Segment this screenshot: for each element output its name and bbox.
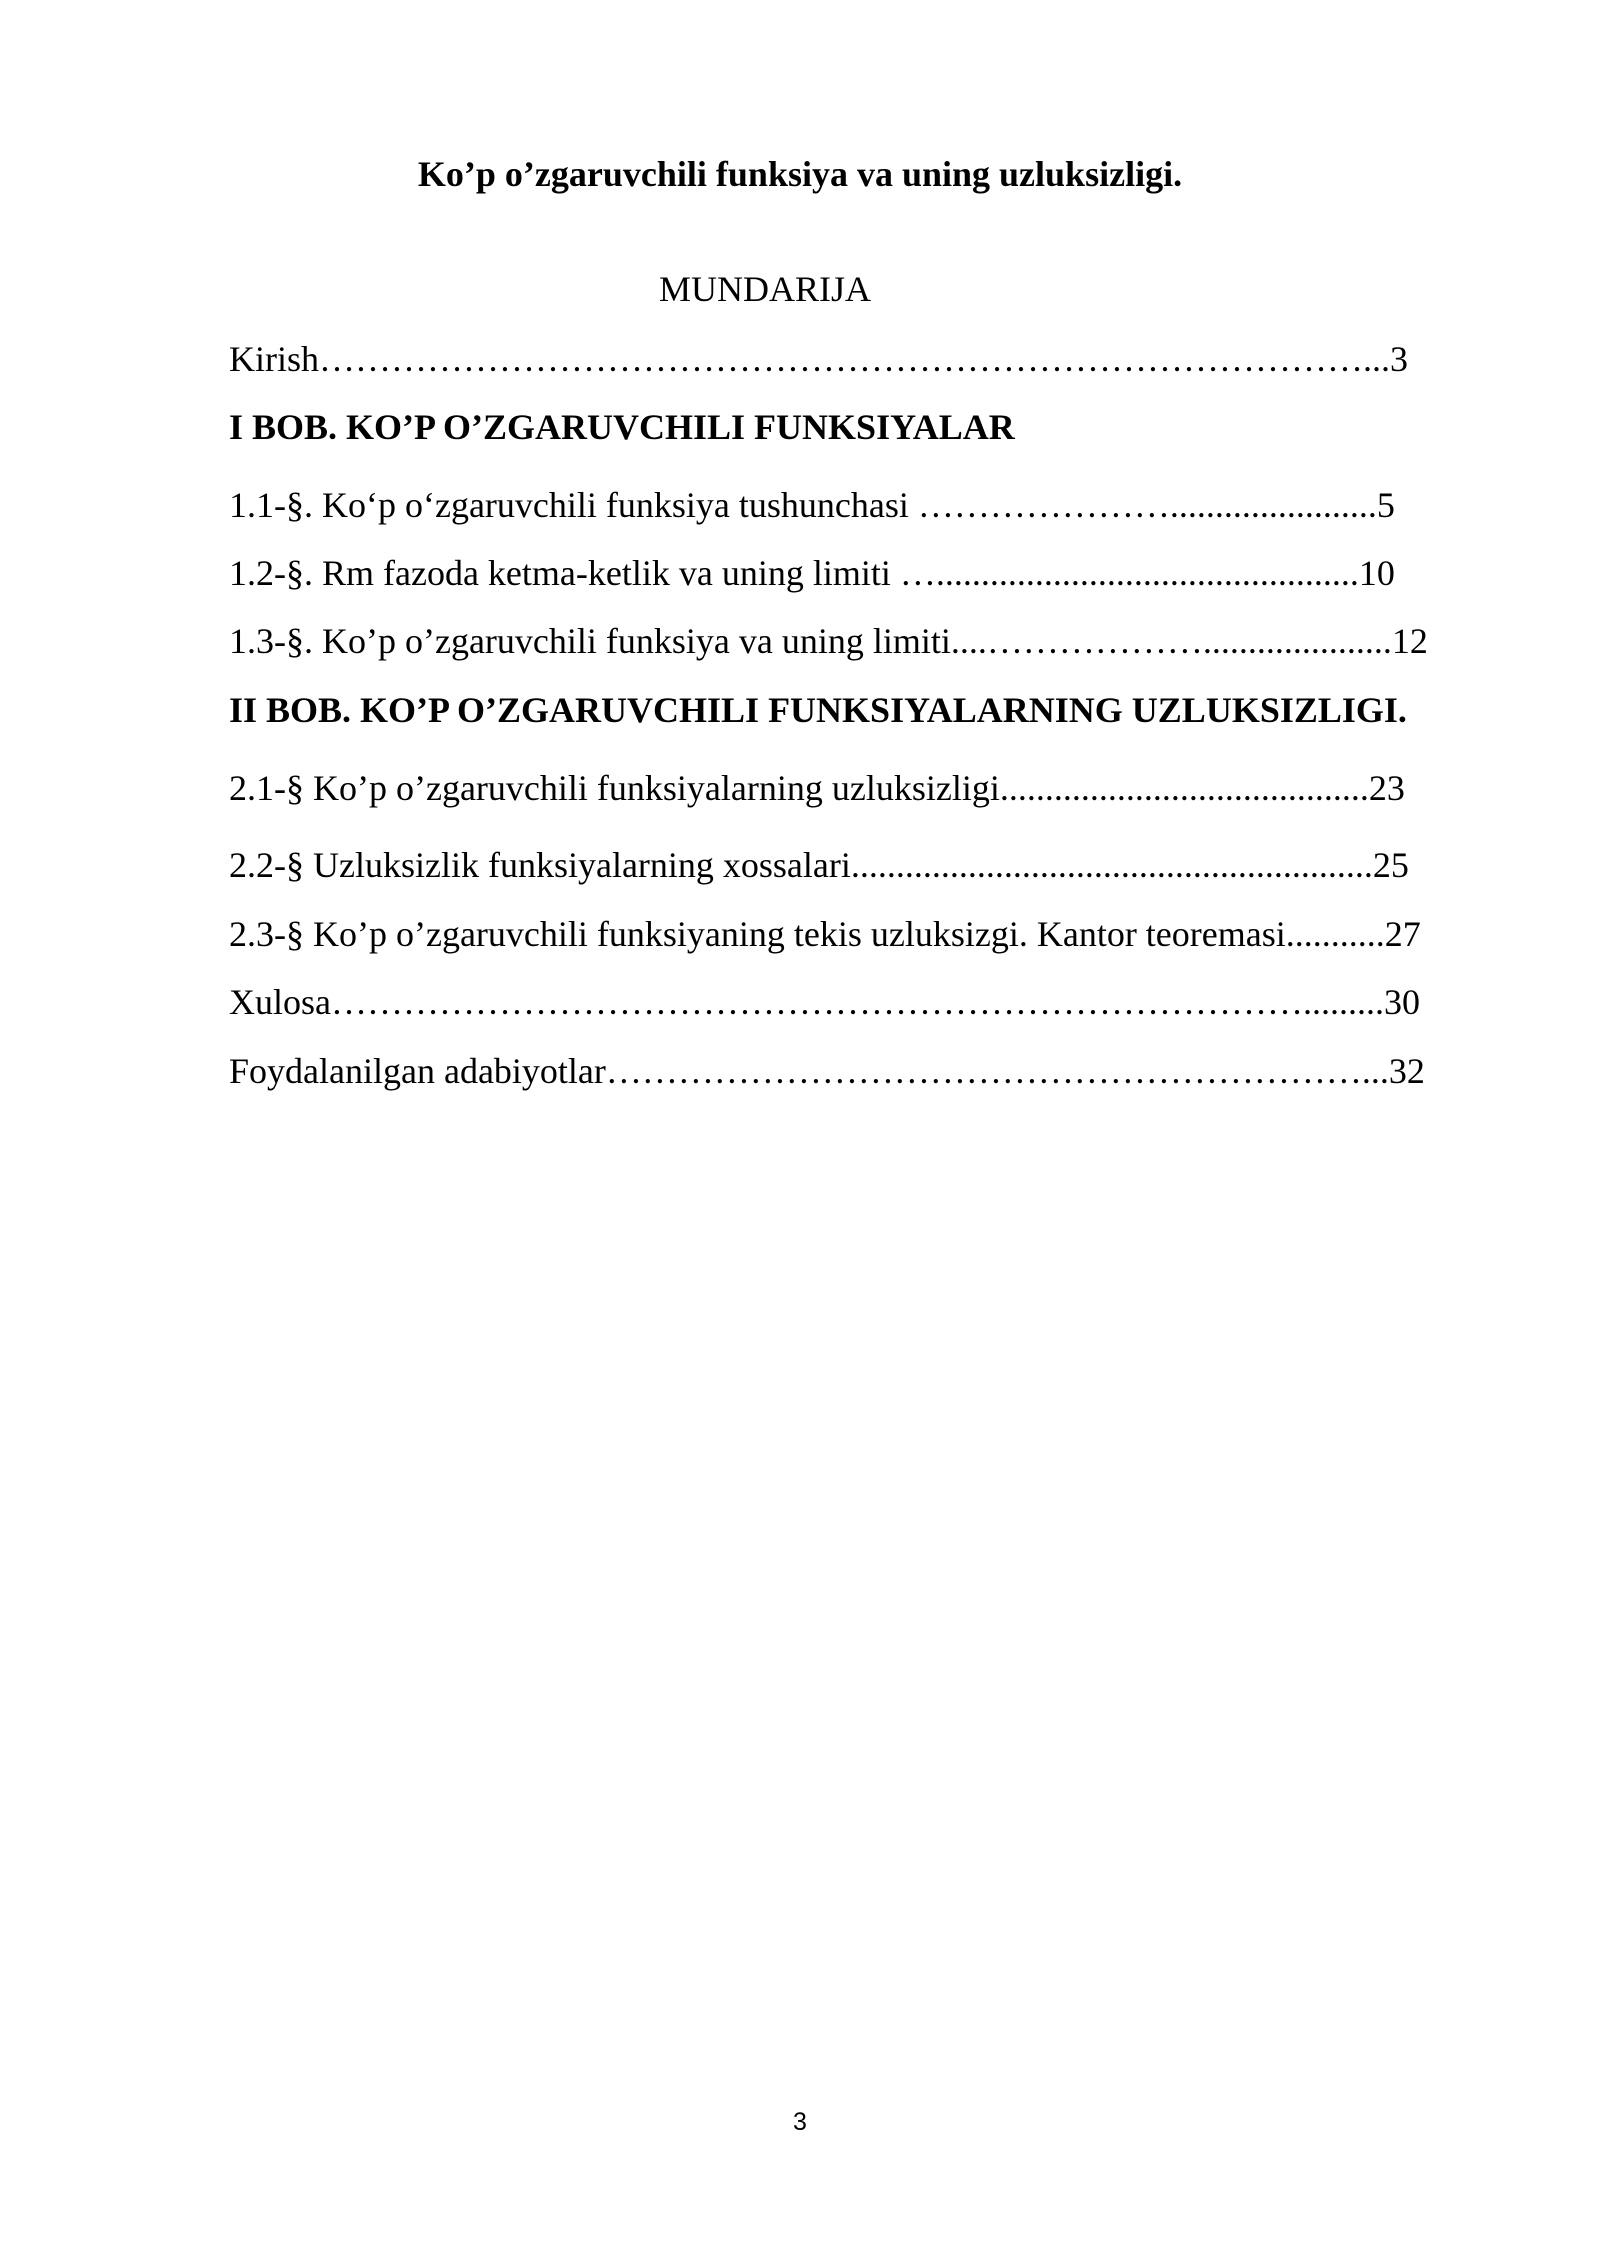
toc-chapter-2-heading: II BOB. KO’P O’ZGARUVCHILI FUNKSIYALARNING UZLUKSIZLIGI. [229, 690, 1407, 730]
toc-entry-2-1: 2.1-§ Ko’p o’zgaruvchili funksiyalarning uzluksizligi.........................................23 [229, 768, 1405, 808]
toc-heading: MUNDARIJA [658, 269, 871, 309]
toc-chapter-1-heading: I BOB. KO’P O’ZGARUVCHILI FUNKSIYALAR [229, 407, 1015, 447]
toc-entry-adabiyotlar: Foydalanilgan adabiyotlar………………………………………………………...32 [229, 1051, 1425, 1091]
toc-entry-1-3: 1.3-§. Ko’p o’zgaruvchili funksiya va uning limiti....……………….....................12 [229, 621, 1428, 661]
page-number: 3 [793, 2108, 807, 2136]
toc-entry-kirish: Kirish……………………………………………………………………………...3 [229, 339, 1408, 379]
toc-entry-1-1: 1.1-§. Ko‘p o‘zgaruvchili funksiya tushunchasi ………………….......................5 [229, 485, 1395, 525]
toc-entry-1-2: 1.2-§. Rm fazoda ketma-ketlik va uning limiti …...............................................10 [229, 553, 1395, 593]
toc-entry-xulosa: Xulosa……………………………………………………………………….........30 [229, 982, 1420, 1022]
document-title: Ko’p o’zgaruvchili funksiya va uning uzluksizligi. [417, 154, 1183, 194]
toc-entry-2-2: 2.2-§ Uzluksizlik funksiyalarning xossalari..........................................................25 [229, 845, 1409, 885]
toc-entry-2-3: 2.3-§ Ko’p o’zgaruvchili funksiyaning tekis uzluksizgi. Kantor teoremasi...........27 [229, 914, 1421, 954]
